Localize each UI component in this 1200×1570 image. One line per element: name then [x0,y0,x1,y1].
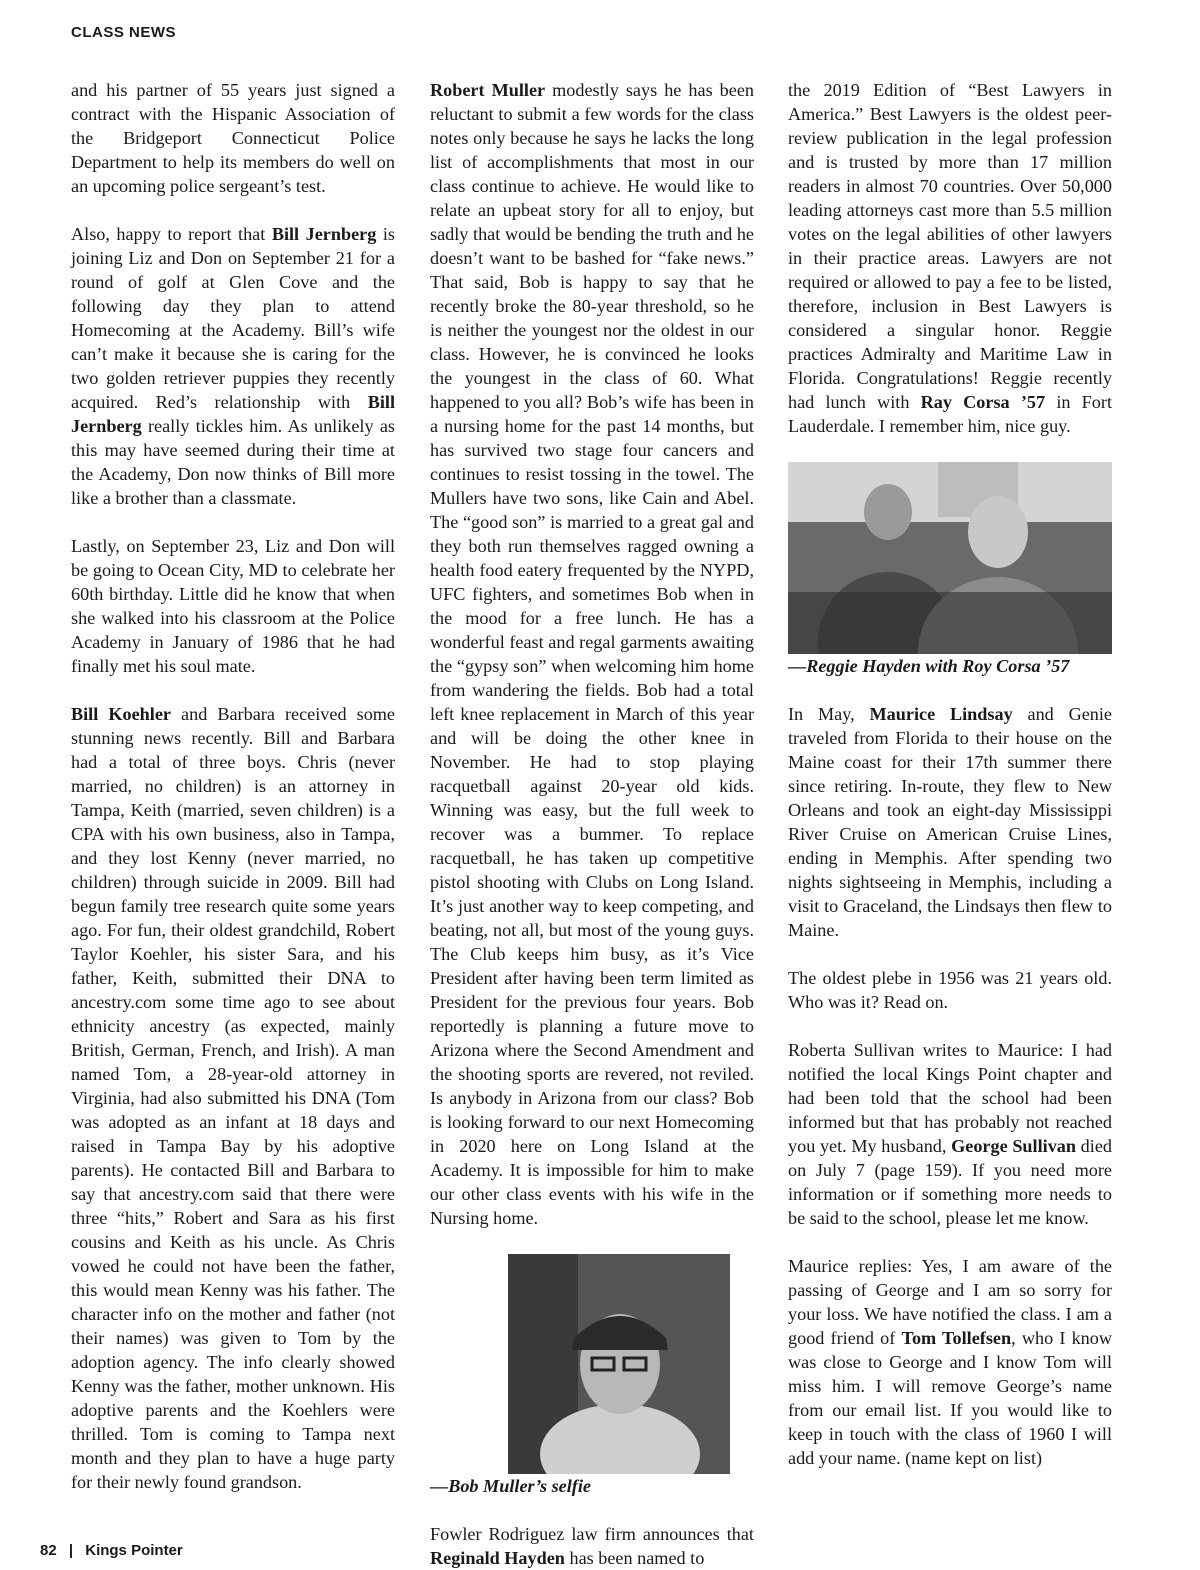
paragraph [71,702,395,1494]
text: in Fort Lauderdale. I remember him, nice guy. [788,392,1112,436]
text: Roberta Sullivan writes to Maurice: I had notified the local Kings Point chapter and had been told that the school had been informed but that has probably not reached you yet. My husband, [788,1040,1112,1156]
text: the 2019 Edition of “Best Lawyers in America.” Best Lawyers is the oldest peer-review publication in the legal profession and is trusted by more than 17 million readers in almost 70 countries. Over 50,000 leading attorneys cast more than 5.5 million votes on the legal abilities of other lawyers in their practice areas. Lawyers are not required or allowed to pay a fee to be listed, therefore, inclusion in Best Lawyers is considered a singular honor. Reggie practices Admiralty and Maritime Law in Florida. Congratulations! Reggie recently had lunch with [788,80,1112,412]
paragraph [430,1522,754,1570]
column-1 [71,78,395,1494]
paragraph: Lastly, on September 23, Liz and Don will be going to Ocean City, MD to celebrate her 60th birthday. Little did he know that when she walked into his classroom at the Police Academy in January of 1986 that he had finally met his soul mate. [71,536,395,676]
page-footer [40,1542,183,1559]
section-header: CLASS NEWS [71,24,177,41]
portrait-illustration [508,1254,730,1474]
text: really tickles him. As unlikely as this may have seemed during their time at the Academy, Don now thinks of Bill more like a brother than a classmate. [71,416,395,508]
text: Fowler Rodriguez law firm announces that [430,1524,754,1544]
paragraph [71,222,395,510]
publication-name: Kings Pointer [85,1542,183,1559]
photo-illustration [788,462,1112,654]
text: and Genie traveled from Florida to their house on the Maine coast for their 17th summer there since retiring. In-route, they flew to New Orleans and took an eight-day Mississippi River Cruise on American Cruise Lines, ending in Memphis. After spending two nights sightseeing in Memphis, including a visit to Graceland, the Lindsays then flew to Maine. [788,704,1113,940]
page-number: 82 [40,1542,57,1559]
text: died on July 7 (page 159). If you need more information or if something more needs to be said to the school, please let me know. [788,1136,1112,1228]
paragraph [430,78,754,1230]
paragraph: The oldest plebe in 1956 was 21 years old. Who was it? Read on. [788,968,1112,1012]
paragraph [788,1254,1112,1470]
text: In May, [788,704,870,724]
text: and Barbara received some stunning news recently. Bill and Barbara had a total of three boys. Chris (never married, no children) is an attorney in Tampa, Keith (married, seven children) is a CPA with his own business, also in Tampa, and they lost Kenny (never married, no children) through suicide in 2009. Bill had begun family tree research quite some years ago. For fun, their oldest grandchild, Robert Taylor Koehler, his sister Sara, and his father, Keith, submitted their DNA to ancestry.com some time ago to see about ethnicity ancestry (as expected, mainly British, German, French, and Irish). A man named Tom, a 28-year-old attorney in Virginia, had also submitted his DNA (Tom was adopted as an infant at 18 days and raised in Tampa Bay by his adoptive parents). He contacted Bill and Barbara to say that ancestry.com said that there were three “hits,” Robert and Sara as his first cousins and Keith as his uncle. As Chris vowed he could not have been the father, this would mean Kenny was his father. The character info on the mother and father (not their names) was given to Tom by the adoption agency. The info clearly showed Kenny was the father, mother unknown. His adoptive parents and the Koehlers were thrilled. Tom is coming to Tampa next month and they plan to have a huge party for their newly found grandson. [71,704,396,1492]
column-3 [788,78,1112,1470]
footer-separator: | [68,1542,74,1559]
person-name: Reginald Hayden [430,1548,565,1568]
paragraph [788,702,1112,942]
paragraph [788,78,1112,438]
reggie-hayden-photo [788,462,1112,654]
paragraph [788,1038,1112,1230]
person-name: Robert Muller [430,80,546,100]
text: has been named to [564,1548,705,1568]
person-name: Bill Jernberg [71,392,395,436]
photo-caption: —Bob Muller’s selfie [430,1476,591,1496]
person-name: Bill Jernberg [271,224,377,244]
photo-caption: —Reggie Hayden with Roy Corsa ’57 [788,656,1070,676]
person-name: Maurice Lindsay [869,704,1013,724]
person-name: Bill Koehler [71,704,171,724]
person-name: George Sullivan [951,1136,1077,1156]
person-name: Ray Corsa ’57 [920,392,1046,412]
person-name: Tom Tollefsen [901,1328,1012,1348]
column-2 [430,78,754,1570]
bob-muller-photo [508,1254,730,1474]
paragraph: and his partner of 55 years just signed a contract with the Hispanic Association of the Bridgeport Connecticut Police Department to help its members do well on an upcoming police sergeant’s test. [71,80,395,196]
text: , who I know was close to George and I know Tom will miss him. I will remove George’s name from our email list. If you would like to keep in touch with the class of 1960 I will add your name. (name kept on list) [788,1328,1113,1468]
text: Also, happy to report that [71,224,272,244]
text: Maurice replies: Yes, I am aware of the passing of George and I am so sorry for your loss. We have notified the class. I am a good friend of [788,1256,1112,1348]
text: modestly says he has been reluctant to submit a few words for the class notes only because he says he lacks the long list of accomplishments that most in our class continue to achieve. He would like to relate an upbeat story for all to enjoy, but sadly that would be bending the truth and he doesn’t want to be bashed for “fake news.” That said, Bob is happy to say that he recently broke the 80-year threshold, so he is neither the youngest nor the oldest in our class. However, he is convinced he looks the youngest in the class of 60. What happened to you all? Bob’s wife has been in a nursing home for the past 14 months, but has survived two stage four cancers and continues to resist tossing in the towel. The Mullers have two sons, like Cain and Abel. The “good son” is married to a great gal and they both run themselves ragged owning a health food eatery frequented by the NYPD, UFC fighters, and sometimes Bob when in the mood for a free lunch. He has a wonderful feast and regal garments awaiting the “gypsy son” when welcoming him home from wandering the fields. Bob had a total left knee replacement in March of this year and will be doing the other knee in November. He had to stop playing racquetball against 20-year old kids. Winning was easy, but the full week to recover was a bummer. To replace racquetball, he has taken up competitive pistol shooting with Clubs on Long Island. It’s just another way to keep competing, and beating, not all, but most of the young guys. The Club keeps him busy, as it’s Vice President after having been term limited as President for the previous four years. Bob reportedly is planning a future move to Arizona where the Second Amendment and the shooting sports are revered, not reviled. Is anybody in Arizona from our class? Bob is looking forward to our next Homecoming in 2020 here on Long Island at the Academy. It is impossible for him to make our other class events with his wife in the Nursing home. [430,80,755,1228]
text: is joining Liz and Don on September 21 for a round of golf at Glen Cove and the following day they plan to attend Homecoming at the Academy. Bill’s wife can’t make it because she is caring for the two golden retriever puppies they recently acquired. Red’s relationship with [71,224,395,412]
